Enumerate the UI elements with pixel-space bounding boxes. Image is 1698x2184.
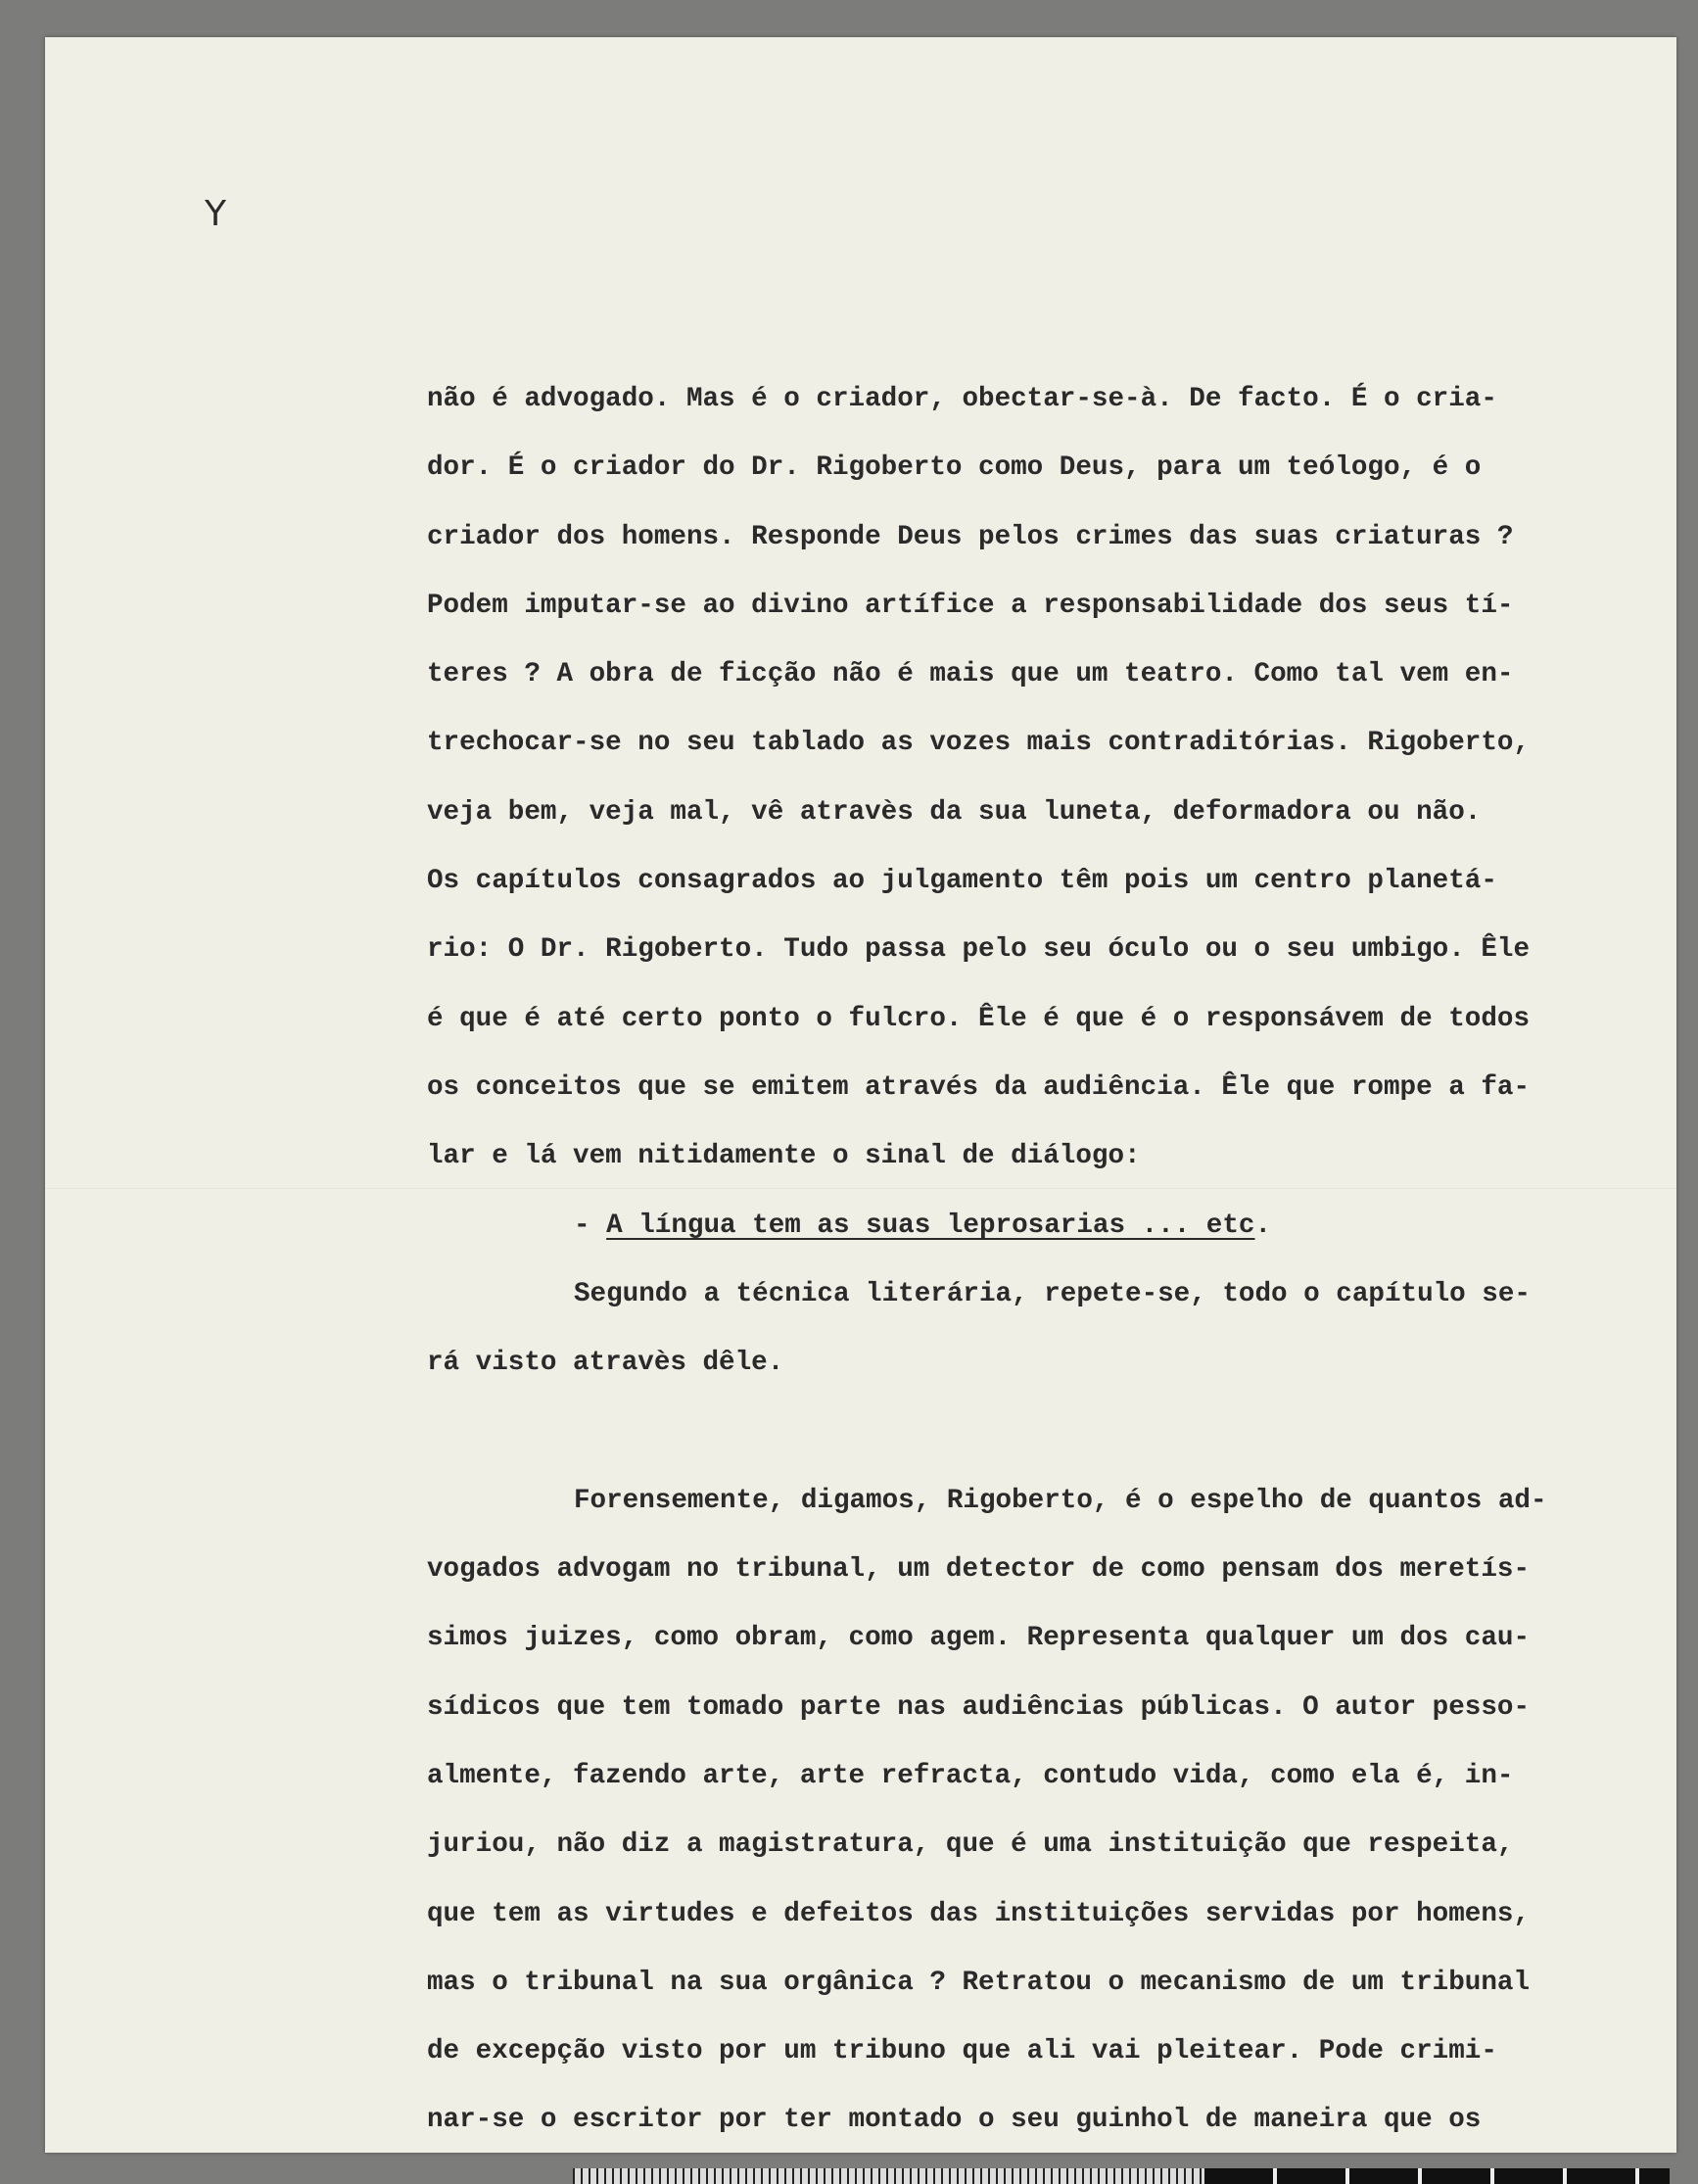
dash-prefix: - — [574, 1210, 607, 1241]
text-line: de excepção visto por um tribuno que ali vai pleitear. Pode crimi- — [427, 2036, 1497, 2067]
text-line: Os capítulos consagrados ao julgamento têm pois um centro planetá- — [427, 866, 1497, 897]
text-line: dor. É o criador do Dr. Rigoberto como Deus, para um teólogo, é o — [427, 452, 1482, 484]
text-line: nar-se o escritor por ter montado o seu guinhol de maneira que os — [427, 2105, 1482, 2136]
text-line: Podem imputar-se ao divino artífice a responsabilidade dos seus tí- — [427, 590, 1514, 621]
text-line: rá visto atravès dêle. — [427, 1348, 784, 1379]
corner-mark: Y — [205, 194, 226, 234]
scale-ruler-dark — [1204, 2168, 1670, 2184]
text-line: não é advogado. Mas é o criador, obectar-se-à. De facto. É o cria- — [427, 384, 1497, 414]
text-line: juriou, não diz a magistratura, que é uma instituição que respeita, — [427, 1829, 1514, 1861]
text-line: mas o tribunal na sua orgânica ? Retratou o mecanismo de um tribunal — [427, 1967, 1531, 1998]
text-line: os conceitos que se emitem através da audiência. Êle que rompe a fa- — [427, 1071, 1531, 1103]
paragraph-first-line: Forensemente, digamos, Rigoberto, é o espelho de quantos ad- — [574, 1485, 1547, 1516]
underlined-quote: A língua tem as suas leprosarias ... etc — [606, 1210, 1255, 1241]
text-line: lar e lá vem nitidamente o sinal de diálogo: — [427, 1141, 1141, 1172]
text-line: vogados advogam no tribunal, um detector de como pensam dos meretís- — [427, 1554, 1531, 1586]
text-line: rio: O Dr. Rigoberto. Tudo passa pelo seu óculo ou o seu umbigo. Êle — [427, 934, 1531, 966]
text-line: veja bem, veja mal, vê atravès da sua luneta, deformadora ou não. — [427, 796, 1482, 828]
text-line: é que é até certo ponto o fulcro. Êle é que é o responsávem de todos — [427, 1003, 1531, 1034]
dash-suffix: . — [1254, 1210, 1272, 1241]
text-line: trechocar-se no seu tablado as vozes mais contraditórias. Rigoberto, — [427, 728, 1531, 759]
text-line: almente, fazendo arte, arte refracta, contudo vida, como ela é, in- — [427, 1760, 1514, 1791]
text-line: sídicos que tem tomado parte nas audiências públicas. O autor pesso- — [427, 1691, 1531, 1723]
paragraph-gap — [427, 1398, 1602, 1466]
paragraph-first-line: Segundo a técnica literária, repete-se, todo o capítulo se- — [574, 1278, 1531, 1309]
typed-text — [427, 365, 1602, 2153]
text-line: que tem as virtudes e defeitos das instituições servidas por homens, — [427, 1898, 1531, 1929]
text-line: simos juizes, como obram, como agem. Representa qualquer um dos cau- — [427, 1623, 1531, 1654]
document-page — [45, 37, 1676, 2153]
dialogue-quote-line — [427, 1192, 1602, 1260]
text-line: criador dos homens. Responde Deus pelos crimes das suas criaturas ? — [427, 521, 1514, 552]
text-line: teres ? A obra de ficção não é mais que um teatro. Como tal vem en- — [427, 659, 1514, 690]
